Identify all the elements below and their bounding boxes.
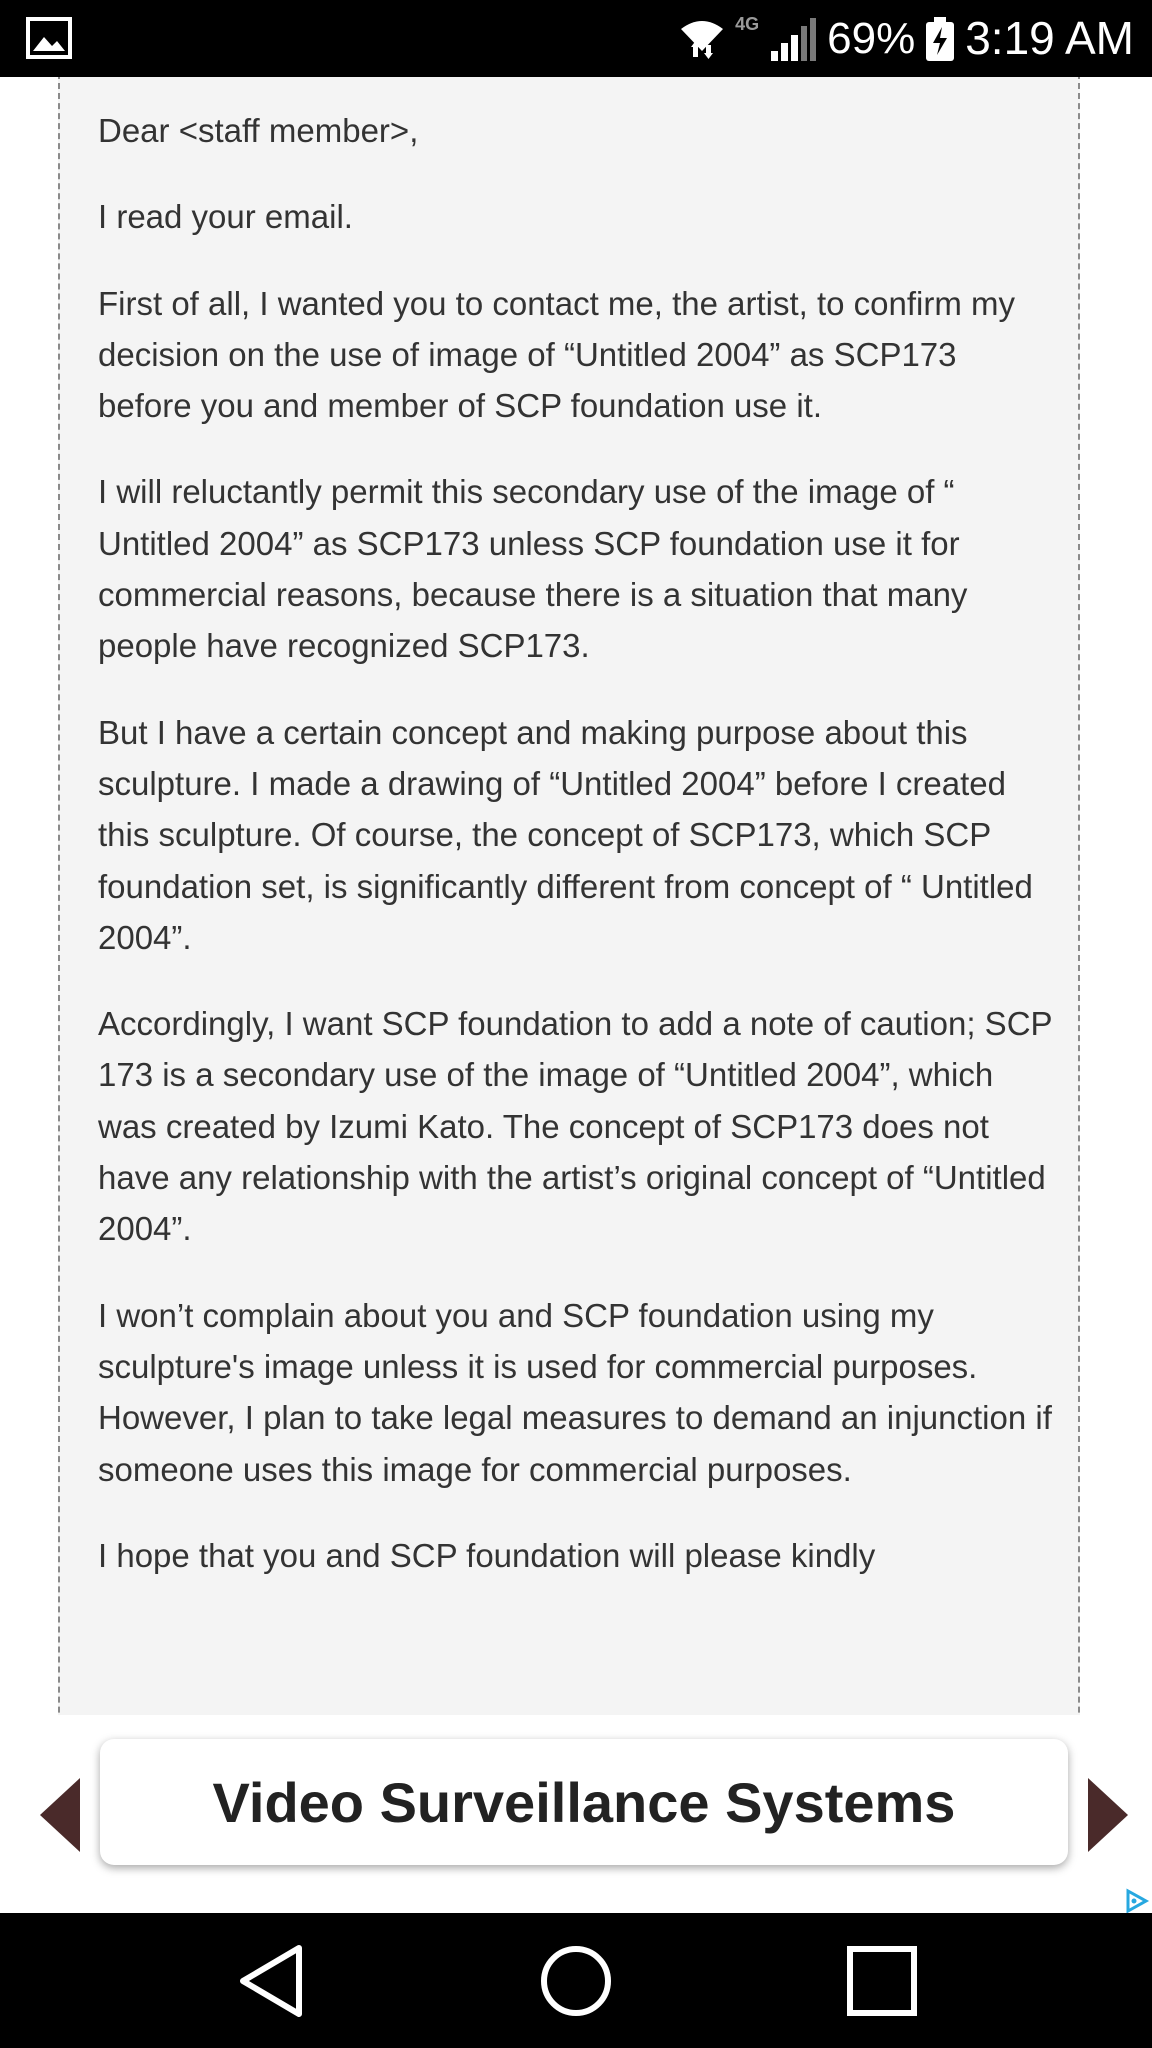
back-button[interactable] bbox=[202, 1913, 342, 2048]
ad-card[interactable] bbox=[100, 1739, 1068, 1865]
ad-banner bbox=[0, 1715, 1152, 1913]
navigation-bar bbox=[0, 1913, 1152, 2048]
letter-paragraph: I will reluctantly permit this secondary use of the image of “ Untitled 2004” as SCP173 unless SCP foundation use it for commercial reasons, because there is a situation that many people have recognized SCP173. bbox=[98, 473, 968, 665]
signal-icon bbox=[769, 17, 817, 61]
letter-text bbox=[98, 105, 1058, 1616]
next-arrow-icon[interactable] bbox=[1088, 1778, 1128, 1852]
home-icon bbox=[539, 1944, 613, 2018]
ad-title: Video Surveillance Systems bbox=[212, 1770, 956, 1834]
letter-paragraph: I hope that you and SCP foundation will please kindly bbox=[98, 1536, 876, 1574]
letter-paragraph: Dear <staff member>, bbox=[98, 112, 419, 149]
battery-charging-icon bbox=[925, 17, 955, 61]
page-content[interactable] bbox=[0, 77, 1152, 1715]
letter-paragraph: First of all, I wanted you to contact me, the artist, to confirm my decision on the use of image of “Untitled 2004” as SCP173 before you and member of SCP foundation use it. bbox=[98, 284, 1016, 425]
network-type-label: 4G bbox=[735, 14, 760, 34]
recents-icon bbox=[846, 1945, 918, 2017]
letter-paragraph: Accordingly, I want SCP foundation to add a note of caution; SCP 173 is a secondary use of the image of “Untitled 2004”, which was created by Izumi Kato. The concept of SCP173 does not have any relationship with the artist’s original concept of “Untitled 2004”. bbox=[98, 1005, 1052, 1248]
home-button[interactable] bbox=[506, 1913, 646, 2048]
back-icon bbox=[237, 1944, 307, 2018]
status-bar bbox=[0, 0, 1152, 77]
adchoices-icon[interactable] bbox=[1122, 1887, 1152, 1913]
battery-percent: 69% bbox=[827, 14, 916, 63]
status-right-group bbox=[679, 0, 1134, 77]
recents-button[interactable] bbox=[812, 1913, 952, 2048]
image-notification-icon bbox=[26, 17, 72, 59]
previous-arrow-icon[interactable] bbox=[40, 1778, 80, 1852]
wifi-icon bbox=[679, 17, 725, 61]
letter-paragraph: I read your email. bbox=[98, 198, 353, 236]
letter-paragraph: But I have a certain concept and making purpose about this sculpture. I made a drawing of “Untitled 2004” before I created this sculpture. Of course, the concept of SCP173, which SCP foundation set, is significantly different from concept of “ Untitled 2004”. bbox=[98, 713, 1033, 956]
clock: 3:19 AM bbox=[965, 12, 1134, 64]
letter-paragraph: I won’t complain about you and SCP foundation using my sculpture's image unless it is used for commercial purposes. However, I plan to take legal measures to demand an injunction if someone uses this image for commercial purposes. bbox=[98, 1296, 1052, 1488]
